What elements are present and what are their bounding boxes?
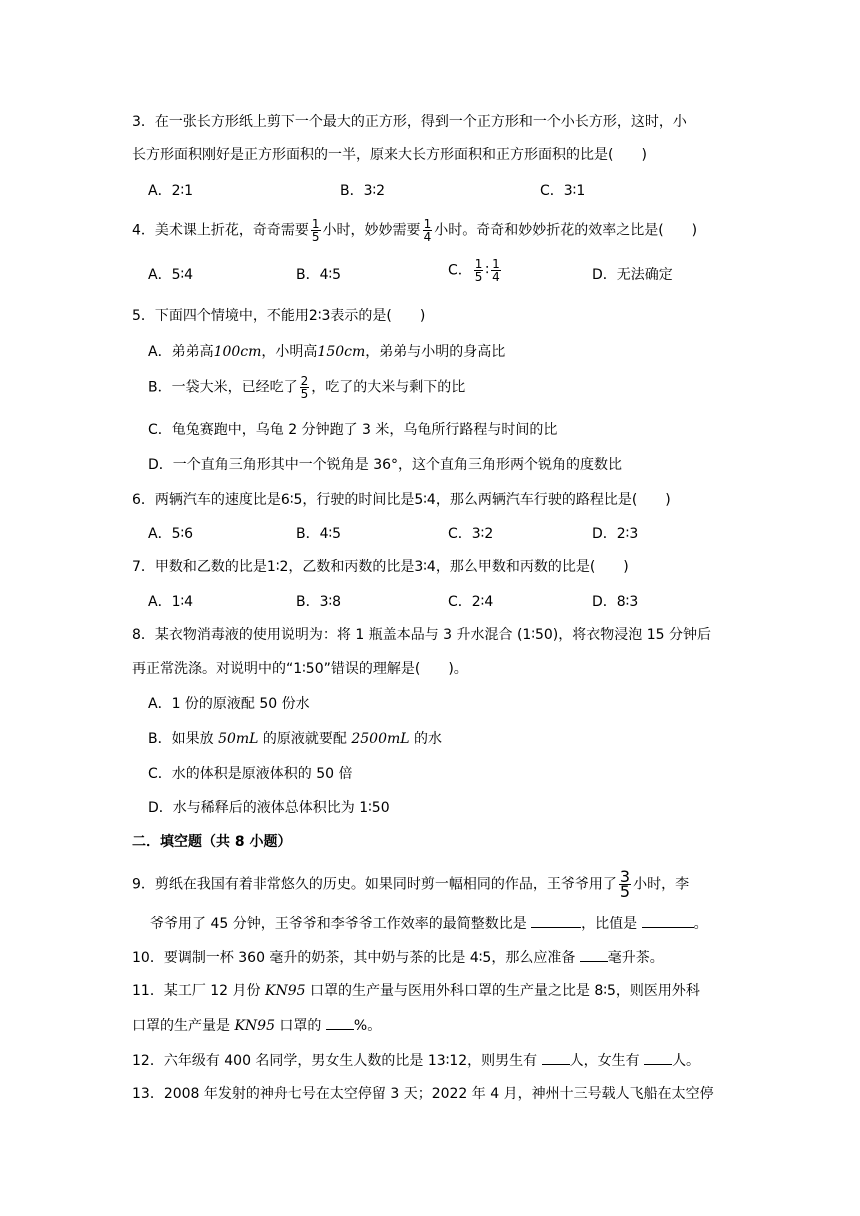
q4-option-c-f2-den: 4 [492, 270, 500, 284]
q8-option-d: D．水与稀释后的液体总体积比为 1∶50 [148, 800, 390, 816]
q12-text-1: 12．六年级有 400 名同学，男女生人数的比是 13∶12，则男生有 [132, 1053, 542, 1069]
q4-option-a: A．5∶4 [148, 267, 194, 283]
q7-option-b: B．3∶8 [296, 594, 342, 610]
q12-line [132, 1050, 700, 1071]
q12-text-2: 人，女生有 [569, 1053, 645, 1069]
q8-line1: 8．某衣物消毒液的使用说明为：将 1 瓶盖本品与 3 升水混合 (1∶50)，将衣物浸泡 15 分钟后 [132, 627, 711, 643]
q5-option-b-text-1: B．一袋大米，已经吃了 [148, 379, 298, 396]
q6-option-b: B．4∶5 [296, 526, 342, 542]
q5-option-b-fraction-num: 2 [300, 374, 309, 388]
q4-stem [132, 218, 697, 243]
q9-blank-value[interactable] [642, 913, 694, 928]
q5-option-a-text-2: ，小明高 [261, 344, 318, 360]
q9-text-1: 9．剪纸在我国有着非常悠久的历史。如果同时剪一幅相同的作品，王爷爷用了 [132, 876, 617, 893]
q4-option-c-fraction-2 [491, 258, 501, 283]
q3-line1: 3．在一张长方形纸上剪下一个最大的正方形，得到一个正方形和一个小长方形，这时，小 [132, 114, 687, 130]
q5-option-a-value-1: 100cm [213, 344, 262, 360]
q7-stem: 7．甲数和乙数的比是1∶2，乙数和丙数的比是3∶4，那么甲数和丙数的比是( ) [132, 559, 629, 575]
q5-option-b-fraction-den: 5 [300, 387, 309, 401]
q4-option-c-f1-num: 1 [474, 257, 483, 271]
q8-option-b-text-1: B．如果放 [148, 731, 219, 747]
q4-text-2: 小时，妙妙需要 [322, 222, 421, 239]
q5-stem: 5．下面四个情境中，不能用2∶3表示的是( ) [132, 308, 426, 324]
q6-option-a: A．5∶6 [148, 526, 194, 542]
q11-line1-text-2: 口罩的生产量与医用外科口罩的生产量之比是 8∶5，则医用外科 [305, 983, 700, 999]
q4-fraction-1-num: 1 [311, 217, 320, 231]
q4-fraction-2-den: 4 [423, 230, 432, 244]
q4-option-c-prefix: C． [448, 262, 472, 279]
q8-option-a: A．1 份的原液配 50 份水 [148, 696, 310, 712]
q8-option-b-text-2: 的原液就要配 [258, 731, 352, 747]
q3-option-c: C．3∶1 [540, 183, 586, 199]
section-heading-fill-in: 二．填空题（共 8 小题） [132, 834, 292, 850]
q4-fraction-1-den: 5 [311, 230, 320, 244]
q4-option-c-separator: ∶ [485, 262, 490, 279]
q12-blank-boys[interactable] [542, 1050, 570, 1065]
q8-option-b-value-2: 2500mL [351, 731, 410, 747]
q4-option-c-fraction-1 [474, 258, 484, 283]
q11-line2 [132, 1015, 381, 1036]
q5-option-b-fraction [300, 375, 310, 400]
q9-line2 [150, 913, 708, 934]
q5-option-a-text-3: ，弟弟与小明的身高比 [365, 344, 506, 360]
q7-option-a: A．1∶4 [148, 594, 194, 610]
q11-line2-text-1: 口罩的生产量是 [132, 1018, 235, 1034]
q8-line2: 再正常洗涤。对说明中的“1∶50”错误的理解是( )。 [132, 661, 468, 677]
q10-line [132, 947, 664, 968]
q11-line1 [132, 981, 700, 1001]
q9-fraction [619, 867, 631, 901]
q5-option-a-text-1: A．弟弟高 [148, 344, 214, 360]
q9-text-2: 小时，李 [633, 876, 690, 893]
q3-line2: 长方形面积刚好是正方形面积的一半，原来大长方形面积和正方形面积的比是( ) [132, 147, 647, 163]
q8-option-c: C．水的体积是原液体积的 50 倍 [148, 766, 353, 782]
q8-option-b-value-1: 50mL [218, 731, 259, 747]
q11-line2-value: KN95 [234, 1018, 275, 1034]
q5-option-a-value-2: 150cm [317, 344, 366, 360]
q3-option-a: A．2∶1 [148, 183, 194, 199]
q3-option-b: B．3∶2 [340, 183, 386, 199]
q13-line1: 13．2008 年发射的神舟七号在太空停留 3 天；2022 年 4 月，神州十三号载人飞船在太空停 [132, 1086, 714, 1102]
q4-option-c-f2-num: 1 [492, 257, 500, 271]
q11-line1-value: KN95 [264, 983, 306, 999]
q4-fraction-2-num: 1 [423, 217, 432, 231]
q11-line2-text-2: 口罩的 [274, 1018, 326, 1034]
q12-text-3: 人。 [672, 1053, 701, 1069]
q10-text-2: 毫升茶。 [607, 950, 664, 966]
q6-option-d: D．2∶3 [592, 526, 639, 542]
q4-option-b: B．4∶5 [296, 267, 342, 283]
q5-option-b [148, 375, 465, 400]
q9-line2-text-3: 。 [693, 916, 708, 932]
q8-option-b-text-3: 的水 [409, 731, 443, 747]
q9-line2-text-1: 爷爷用了 45 分钟，王爷爷和李爷爷工作效率的最简整数比是 [150, 916, 532, 932]
q10-blank[interactable] [580, 947, 608, 962]
q4-option-c [448, 258, 503, 283]
q7-option-c: C．2∶4 [448, 594, 494, 610]
q6-stem: 6．两辆汽车的速度比是6∶5，行驶的时间比是5∶4，那么两辆汽车行驶的路程比是( ) [132, 492, 671, 508]
q11-line1-text-1: 11．某工厂 12 月份 [132, 983, 265, 999]
q4-option-c-f1-den: 5 [474, 270, 483, 284]
q9-line2-text-2: ，比值是 [581, 916, 642, 932]
q10-text-1: 10．要调制一杯 360 毫升的奶茶，其中奶与茶的比是 4∶5，那么应准备 [132, 950, 580, 966]
q9-fraction-den: 5 [619, 882, 631, 901]
q8-option-b [148, 729, 442, 749]
q4-fraction-2 [423, 218, 433, 243]
q6-option-c: C．3∶2 [448, 526, 494, 542]
q9-line1 [132, 867, 690, 901]
q4-option-d: D．无法确定 [592, 267, 673, 283]
q5-option-d: D．一个直角三角形其中一个锐角是 36°，这个直角三角形两个锐角的度数比 [148, 457, 623, 473]
q11-line2-text-3: %。 [353, 1018, 382, 1034]
q4-text-1: 4．美术课上折花，奇奇需要 [132, 222, 309, 239]
q11-blank[interactable] [326, 1015, 354, 1030]
q5-option-a [148, 342, 505, 362]
q9-fraction-num: 3 [619, 867, 631, 886]
q7-option-d: D．8∶3 [592, 594, 639, 610]
q4-fraction-1 [311, 218, 321, 243]
q9-blank-ratio[interactable] [531, 913, 581, 928]
q5-option-b-text-2: ，吃了的大米与剩下的比 [311, 379, 466, 396]
q4-text-3: 小时。奇奇和妙妙折花的效率之比是( ) [434, 222, 698, 239]
q12-blank-girls[interactable] [644, 1050, 672, 1065]
q5-option-c: C．龟兔赛跑中，乌龟 2 分钟跑了 3 米，乌龟所行路程与时间的比 [148, 422, 558, 438]
